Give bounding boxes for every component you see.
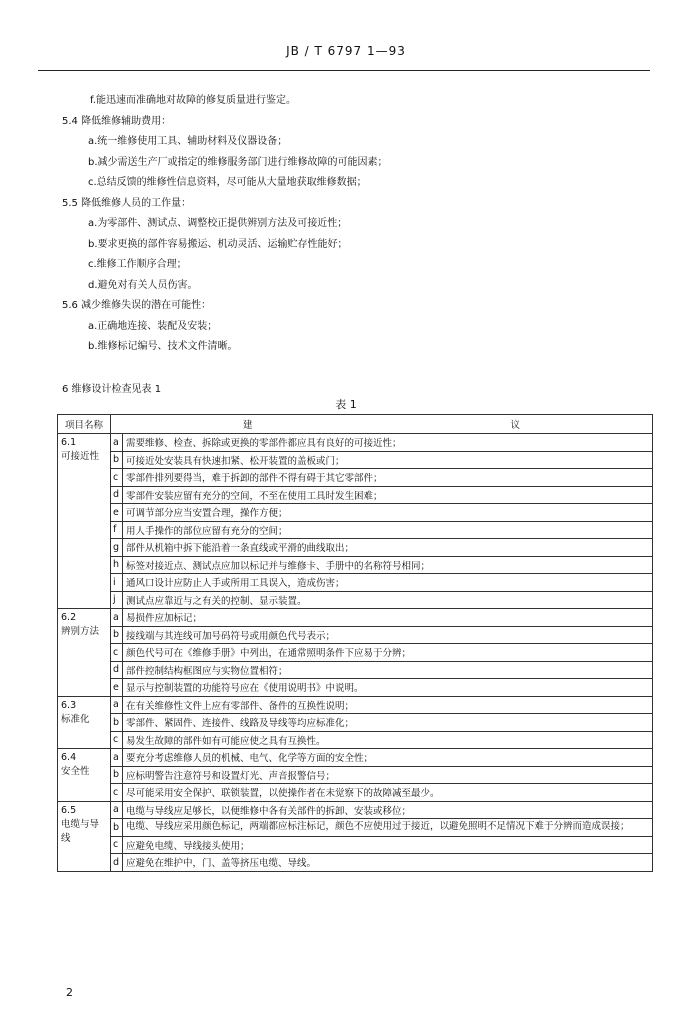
table-row [58,854,653,872]
row-letter: a [111,749,123,767]
row-suggestion: 尽可能采用安全保护、联锁装置，以使操作者在未觉察下的故障减至最少。 [123,784,653,802]
page-number: 2 [66,986,73,999]
table-row [58,591,653,609]
row-letter: e [111,504,123,522]
table-row [58,819,653,837]
row-letter: b [111,819,123,837]
row-suggestion: 测试点应靠近与之有关的控制、显示装置。 [123,591,653,609]
clause-line: 5.5 降低维修人员的工作量： [62,197,192,209]
table-row [58,679,653,697]
item-title: 安全性 [61,766,90,777]
table-row [58,731,653,749]
table-row [58,504,653,522]
clause-line: b.维修标记编号、技术文件清晰。 [88,341,238,352]
row-suggestion: 部件控制结构框图应与实物位置相符； [123,661,653,679]
row-letter: i [111,574,123,592]
row-suggestion: 在有关维修性文件上应有零部件、备件的互换性说明； [123,696,653,714]
table-row [58,784,653,802]
row-suggestion: 用人手操作的部位应留有充分的空间； [123,521,653,539]
table-header-row [58,415,653,434]
table-row [58,644,653,662]
row-suggestion: 显示与控制装置的功能符号应在《使用说明书》中说明。 [123,679,653,697]
row-letter: c [111,784,123,802]
clause-line: f.能迅速而准确地对故障的修复质量进行鉴定。 [90,95,296,106]
row-letter: d [111,661,123,679]
clause-line: 5.6 减少维修失误的潜在可能性： [62,300,212,311]
row-letter: c [111,469,123,487]
row-suggestion: 标签对接近点、测试点应加以标记并与维修卡、手册中的名称符号相同； [123,556,653,574]
table-caption: 表 1 [335,398,357,411]
standard-code: JB / T 6797 1—93 [286,44,406,58]
item-title: 标准化 [61,713,90,725]
row-suggestion: 应标明警告注意符号和设置灯光、声音报警信号； [123,766,653,784]
table-row [58,539,653,557]
row-letter: b [111,714,123,732]
table-row [58,836,653,854]
row-letter: j [111,591,123,609]
table-row [58,469,653,487]
row-suggestion: 易损件应加标记； [123,609,653,627]
row-suggestion: 应避免在维护中，门、盖等挤压电缆、导线。 [123,854,653,872]
row-letter: b [111,451,123,469]
table-row [58,801,653,819]
row-suggestion: 零部件排列要得当，难于拆卸的部件不得有碍于其它零部件； [123,469,653,487]
row-letter: c [111,836,123,854]
row-suggestion: 可接近处安装具有快速扣紧、松开装置的盖板或门； [123,451,653,469]
row-suggestion: 电缆与导线应足够长，以便维修中各有关部件的拆卸、安装或移位； [123,801,653,819]
header-suggestion-right: 议 [510,420,520,431]
row-letter: c [111,644,123,662]
row-suggestion: 需要维修、检查、拆除或更换的零部件都应具有良好的可接近性； [123,434,653,452]
item-name-cell [58,801,111,871]
row-letter: a [111,434,123,452]
section-title: 6 维修设计检查见表 1 [62,384,162,395]
item-title: 辨别方法 [61,626,100,637]
maintenance-check-table [57,414,653,872]
row-suggestion: 部件从机箱中拆下能沿着一条直线或平滑的曲线取出； [123,539,653,557]
table-row [58,434,653,452]
item-title: 可接近性 [61,451,100,462]
item-number: 6.1 [61,437,77,448]
item-name-cell [58,434,111,609]
clause-line: c.总结反馈的维修性信息资料，尽可能从大量地获取维修数据； [88,177,367,188]
row-letter: a [111,609,123,627]
table-row [58,451,653,469]
table-row [58,556,653,574]
row-letter: a [111,801,123,819]
row-letter: h [111,556,123,574]
row-suggestion: 易发生故障的部件如有可能应使之具有互换性。 [123,731,653,749]
table-row [58,609,653,627]
row-letter: a [111,696,123,714]
item-number: 6.4 [61,752,77,763]
row-letter: b [111,766,123,784]
clause-line: 5.4 降低维修辅助费用： [62,115,172,127]
table-row [58,574,653,592]
row-letter: d [111,854,123,872]
row-letter: e [111,679,123,697]
header-rule [38,70,650,71]
row-suggestion: 通风口设计应防止人手或所用工具误入，造成伤害； [123,574,653,592]
item-title: 电缆与导线 [61,818,100,844]
row-letter: g [111,539,123,557]
row-letter: d [111,486,123,504]
row-suggestion: 接线端与其连线可加号码符号或用颜色代号表示； [123,626,653,644]
item-name-cell [58,609,111,697]
header-item-name: 项目名称 [58,415,111,434]
row-suggestion: 应避免电缆、导线接头使用； [123,836,653,854]
item-name-cell [58,749,111,802]
row-letter: f [111,521,123,539]
table-row [58,766,653,784]
clause-line: a.为零部件、测试点、调整校正提供辨别方法及可接近性； [88,218,348,229]
row-letter: b [111,626,123,644]
table-row [58,714,653,732]
item-number: 6.3 [61,699,77,711]
clause-line: d.避免对有关人员伤害。 [88,279,198,291]
row-suggestion: 零部件安装应留有充分的空间，不至在使用工具时发生困难； [123,486,653,504]
clause-line: a.正确地连接、装配及安装； [88,320,218,332]
row-suggestion: 颜色代号可在《维修手册》中列出，在通常照明条件下应易于分辨； [123,644,653,662]
table-row [58,749,653,767]
table-row [58,696,653,714]
table-row [58,521,653,539]
item-number: 6.2 [61,612,77,623]
table-row [58,626,653,644]
item-name-cell [58,696,111,749]
row-suggestion: 要充分考虑维修人员的机械、电气、化学等方面的安全性； [123,749,653,767]
row-suggestion: 电缆、导线应采用颜色标记，两端都应标注标记，颜色不应使用过于接近，以避免照明不足情况下难于分辨而造成误接； [123,819,653,837]
table-row [58,486,653,504]
header-suggestion-left: 建 [242,420,253,431]
row-suggestion: 零部件、紧固件、连接件、线路及导线等均应标准化； [123,714,653,732]
header-suggestion [111,415,653,434]
clause-line: c.维修工作顺序合理； [88,259,187,270]
clause-line: b.减少需送生产厂或指定的维修服务部门进行维修故障的可能因素； [88,156,388,168]
row-letter: c [111,731,123,749]
table-row [58,661,653,679]
row-suggestion: 可调节部分应当安置合理，操作方便； [123,504,653,522]
item-number: 6.5 [61,804,77,816]
clause-line: b.要求更换的部件容易搬运、机动灵活、运输贮存性能好； [88,238,348,250]
clause-line: a.统一维修使用工具、辅助材料及仪器设备； [88,136,288,147]
